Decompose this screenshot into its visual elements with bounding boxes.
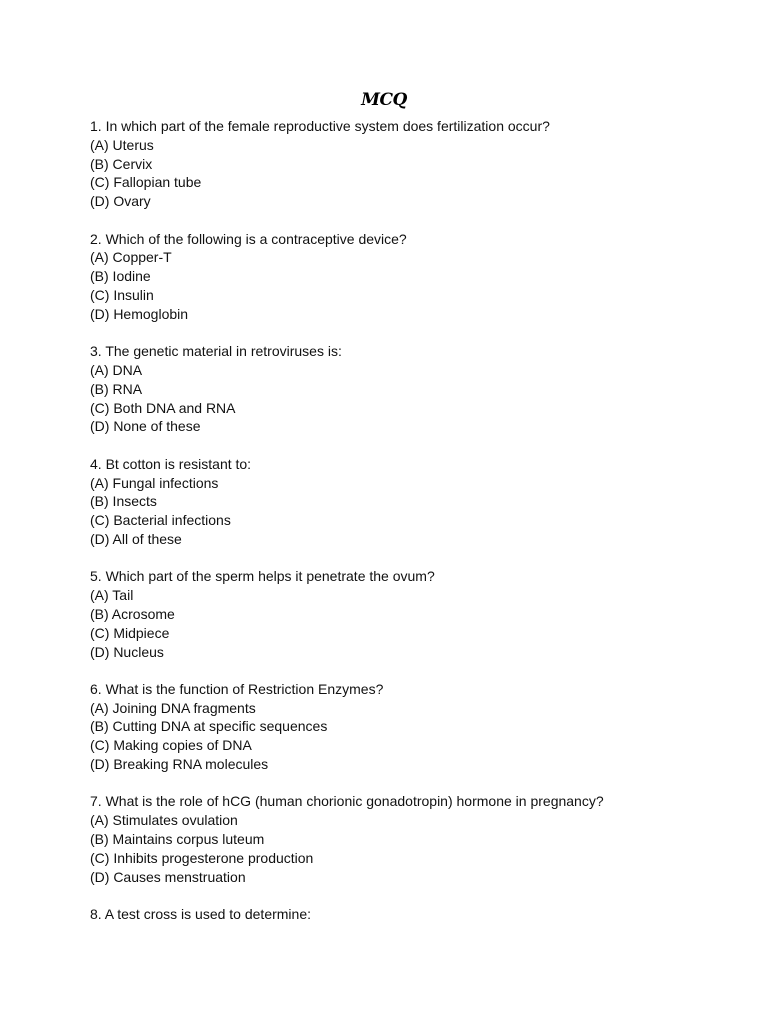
- answer-option: (C) Midpiece: [90, 624, 170, 641]
- question-text: 1. In which part of the female reproductive system does fertilization occur?: [90, 118, 550, 134]
- answer-option: (D) None of these: [90, 418, 201, 435]
- answer-option: (D) Nucleus: [90, 643, 164, 660]
- answer-option: (C) Inhibits progesterone production: [90, 849, 314, 866]
- answer-option: (A) Tail: [90, 587, 134, 604]
- answer-option: (A) DNA: [90, 361, 143, 378]
- question-text: 4. Bt cotton is resistant to:: [90, 455, 252, 472]
- answer-option: (D) All of these: [90, 530, 182, 547]
- answer-option: (D) Ovary: [90, 193, 151, 210]
- question-list: [90, 117, 740, 942]
- answer-option: (B) Iodine: [90, 268, 151, 285]
- answer-option: (A) Fungal infections: [90, 474, 219, 491]
- question-block: [90, 905, 740, 924]
- question-block: [90, 567, 740, 661]
- answer-option: (D) Causes menstruation: [90, 868, 246, 885]
- question-block: [90, 117, 740, 211]
- answer-option: (C) Making copies of DNA: [90, 737, 252, 754]
- answer-option: (A) Copper-T: [90, 249, 172, 266]
- answer-option: (B) Maintains corpus luteum: [90, 831, 265, 848]
- question-block: [90, 230, 740, 324]
- answer-option: (C) Bacterial infections: [90, 512, 231, 529]
- question-text: 5. Which part of the sperm helps it penetrate the ovum?: [90, 568, 435, 585]
- answer-option: (C) Fallopian tube: [90, 174, 202, 191]
- answer-option: (C) Both DNA and RNA: [90, 399, 236, 416]
- question-block: [90, 455, 740, 549]
- answer-option: (D) Breaking RNA molecules: [90, 756, 269, 773]
- question-block: [90, 792, 740, 886]
- answer-option: (C) Insulin: [90, 286, 154, 303]
- answer-option: (B) RNA: [90, 380, 143, 397]
- question-text: 7. What is the role of hCG (human chorionic gonadotropin) hormone in pregnancy?: [90, 793, 604, 810]
- answer-option: (D) Hemoglobin: [90, 305, 189, 322]
- answer-option: (B) Cervix: [90, 155, 153, 172]
- question-block: [90, 342, 740, 436]
- question-block: [90, 680, 740, 774]
- answer-option: (B) Cutting DNA at specific sequences: [90, 718, 328, 735]
- answer-option: (B) Acrosome: [90, 605, 175, 622]
- answer-option: (A) Joining DNA fragments: [90, 699, 256, 716]
- question-text: 2. Which of the following is a contraceptive device?: [90, 230, 407, 247]
- question-text: 8. A test cross is used to determine:: [90, 906, 311, 923]
- question-text: 3. The genetic material in retroviruses is:: [90, 343, 342, 360]
- answer-option: (B) Insects: [90, 493, 157, 510]
- question-text: 6. What is the function of Restriction Enzymes?: [90, 680, 384, 697]
- answer-option: (A) Stimulates ovulation: [90, 812, 238, 829]
- page-title: MCQ: [361, 90, 407, 110]
- answer-option: (A) Uterus: [90, 136, 154, 153]
